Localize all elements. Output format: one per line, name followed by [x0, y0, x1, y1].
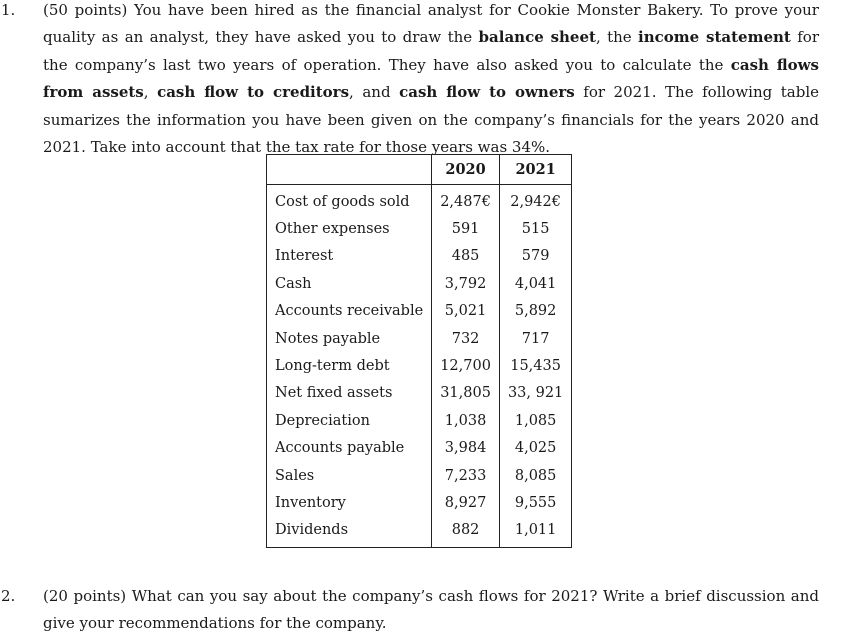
table-row	[267, 407, 572, 434]
table-header-2020: 2020	[432, 155, 500, 185]
term-income-statement: income statement	[638, 28, 791, 47]
question-1	[1, 0, 819, 161]
value-2020: 882	[432, 517, 500, 548]
question-1-points: (50 points)	[43, 1, 128, 19]
value-2021: 515	[499, 215, 571, 242]
value-2020: 485	[432, 243, 500, 270]
table-row	[267, 325, 572, 352]
table-header-2021: 2021	[499, 155, 571, 185]
row-label: Cost of goods sold	[267, 185, 432, 216]
value-2021: 33, 921	[499, 380, 571, 407]
value-2020: 2,487€	[432, 185, 500, 216]
value-2020: 591	[432, 215, 500, 242]
value-2021: 579	[499, 243, 571, 270]
value-2020: 12,700	[432, 352, 500, 379]
row-label: Accounts payable	[267, 435, 432, 462]
question-2-number: 2.	[1, 587, 16, 605]
row-label: Notes payable	[267, 325, 432, 352]
table-row	[267, 185, 572, 216]
table-row	[267, 489, 572, 516]
row-label: Other expenses	[267, 215, 432, 242]
value-2021: 717	[499, 325, 571, 352]
row-label: Net fixed assets	[267, 380, 432, 407]
value-2020: 31,805	[432, 380, 500, 407]
term-cash-flow-to-creditors: cash flow to creditors	[157, 83, 350, 102]
row-label: Cash	[267, 270, 432, 297]
value-2020: 1,038	[432, 407, 500, 434]
question-1-number: 1.	[1, 1, 16, 19]
question-1-text-part: , the	[595, 28, 639, 47]
table-body	[267, 185, 572, 548]
question-2	[1, 583, 819, 638]
question-1-text-part: , and	[349, 83, 400, 102]
row-label: Long-term debt	[267, 352, 432, 379]
value-2020: 3,792	[432, 270, 500, 297]
term-cash-flows-from-assets: cash flows from assets	[43, 55, 819, 102]
table-row	[267, 435, 572, 462]
term-balance-sheet: balance sheet	[478, 28, 596, 47]
row-label: Inventory	[267, 489, 432, 516]
table-row	[267, 298, 572, 325]
value-2021: 5,892	[499, 298, 571, 325]
row-label: Accounts receivable	[267, 298, 432, 325]
value-2020: 5,021	[432, 298, 500, 325]
table-row	[267, 380, 572, 407]
value-2021: 9,555	[499, 489, 571, 516]
table-header-row	[267, 155, 572, 185]
financial-data-table	[266, 154, 572, 548]
value-2020: 732	[432, 325, 500, 352]
table-row	[267, 352, 572, 379]
value-2021: 15,435	[499, 352, 571, 379]
table-row	[267, 462, 572, 489]
value-2020: 3,984	[432, 435, 500, 462]
table-row	[267, 215, 572, 242]
table-row	[267, 243, 572, 270]
value-2020: 8,927	[432, 489, 500, 516]
value-2020: 7,233	[432, 462, 500, 489]
question-2-text: What can you say about the company’s cash flows for 2021? Write a brief discussion and give your recommendations for the company.	[43, 587, 819, 633]
value-2021: 1,085	[499, 407, 571, 434]
table-row	[267, 517, 572, 548]
value-2021: 8,085	[499, 462, 571, 489]
row-label: Depreciation	[267, 407, 432, 434]
question-1-text-part: ,	[143, 83, 158, 102]
question-1-text-part: You have been hired as the financial analyst for Cookie Monster Bakery. To prove your quality as an analyst, they have asked you to draw the	[43, 1, 819, 47]
value-2021: 4,025	[499, 435, 571, 462]
table-header-empty	[267, 155, 432, 185]
row-label: Sales	[267, 462, 432, 489]
term-cash-flow-to-owners: cash flow to owners	[399, 83, 575, 102]
value-2021: 4,041	[499, 270, 571, 297]
table-row	[267, 270, 572, 297]
value-2021: 1,011	[499, 517, 571, 548]
row-label: Dividends	[267, 517, 432, 548]
question-1-text-part: for 2021. The following table sumarizes the information you have been given on the company’s financials for the years 2020 and 2021. Take into account that the tax rate for those years was 34%.	[43, 83, 819, 157]
value-2021: 2,942€	[499, 185, 571, 216]
question-1-text-part: for the company’s last two years of operation. They have also asked you to calculate the	[43, 28, 819, 74]
row-label: Interest	[267, 243, 432, 270]
question-2-points: (20 points)	[43, 587, 127, 605]
